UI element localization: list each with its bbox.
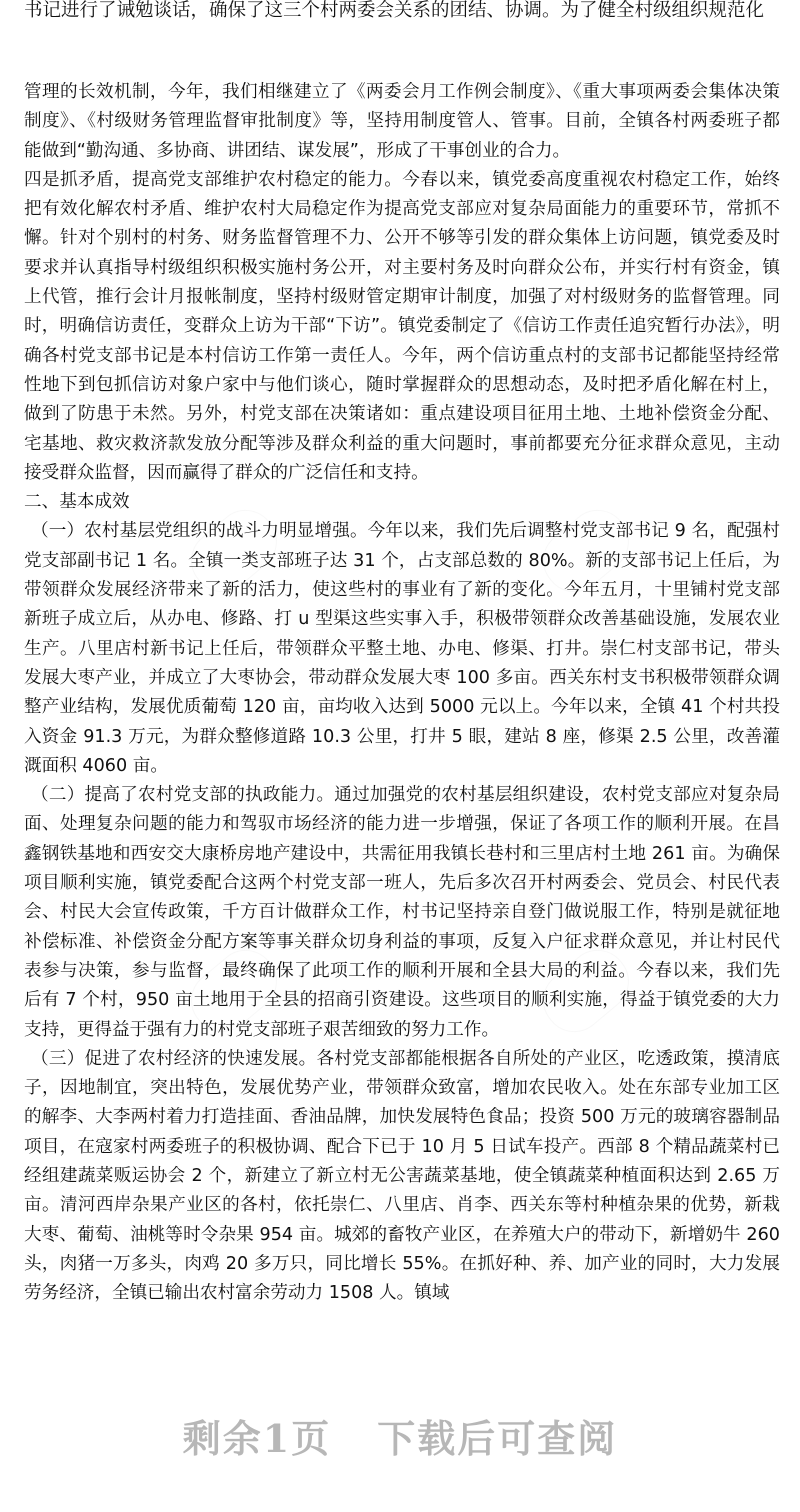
paragraph-point-four: 四是抓矛盾，提高党支部维护农村稳定的能力。今春以来，镇党委高度重视农村稳定工作，始终把有效化解农村矛盾、维护农村大局稳定作为提高党支部应对复杂局面能力的重要环节，常抓不懈。针对个别村的村务、财务监督管理不力、公开不够等引发的群众集体上访问题，镇党委及时要求并认真指导村级组织积极实施村务公开，对主要村务及时向群众公布，并实行村有资金，镇上代管，推行会计月报帐制度，坚持村级财管定期审计制度，加强了对村级财务的监督管理。同时，明确信访责任，变群众上访为干部“下访”。镇党委制定了《信访工作责任追究暂行办法》，明确各村党支部书记是本村信访工作第一责任人。今年，两个信访重点村的支部书记都能坚持经常性地下到包抓信访对象户家中与他们谈心，随时掌握群众的思想动态，及时把矛盾化解在村上，做到了防患于未然。另外，村党支部在决策诸如：重点建设项目征用土地、土地补偿资金分配、宅基地、救灾救济款发放分配等涉及群众利益的重大问题时，事前都要充分征求群众意见，主动接受群众监督，因而赢得了群众的广泛信任和支持。 xyxy=(24,169,780,483)
download-to-view-label: 下载后可查阅 xyxy=(377,1416,618,1461)
download-prompt[interactable] xyxy=(0,1408,800,1463)
page-top-cut-line: 书记进行了诫勉谈话，确保了这三个村两委会关系的团结、协调。为了健全村级组织规范化 xyxy=(24,0,765,21)
remaining-pages-label: 剩余1页 xyxy=(182,1416,332,1461)
document-body xyxy=(24,78,780,1308)
paragraph-result-one: （一）农村基层党组织的战斗力明显增强。今年以来，我们先后调整村党支部书记 9 名，配强村党支部副书记 1 名。全镇一类支部班子达 31 个，占支部总数的 80%。新的支部书记上任后，为带领群众发展经济带来了新的活力，使这些村的事业有了新的变化。今年五月，十里铺村党支部新班子成立后，从办电、修路、打 u 型渠这些实事入手，积极带领群众改善基础设施，发展农业生产。八里店村新书记上任后，带领群众平整土地、办电、修渠、打井。崇仁村支部书记，带头发展大枣产业，并成立了大枣协会，带动群众发展大枣 100 多亩。西关东村支书积极带领群众调整产业结构，发展优质葡萄 120 亩，亩均收入达到 5000 元以上。今年以来，全镇 41 个村共投入资金 91.3 万元，为群众整修道路 10.3 公里，打井 5 眼，建站 8 座，修渠 2.5 公里，改善灌溉面积 4060 亩。 xyxy=(24,521,780,776)
paragraph-result-two: （二）提高了农村党支部的执政能力。通过加强党的农村基层组织建设，农村党支部应对复杂局面、处理复杂问题的能力和驾驭市场经济的能力进一步增强，保证了各项工作的顺利开展。在昌鑫钢铁基地和西安交大康桥房地产建设中，共需征用我镇长巷村和三里店村土地 261 亩。为确保项目顺利实施，镇党委配合这两个村党支部一班人，先后多次召开村两委会、党员会、村民代表会、村民大会宣传政策，千方百计做群众工作，村书记坚持亲自登门做说服工作，特别是就征地补偿标准、补偿资金分配方案等事关群众切身利益的事项，反复入户征求群众意见，并让村民代表参与决策，参与监督，最终确保了此项工作的顺利开展和全县大局的利益。今春以来，我们先后有 7 个村，950 亩土地用于全县的招商引资建设。这些项目的顺利实施，得益于镇党委的大力支持，更得益于强有力的村党支部班子艰苦细致的努力工作。 xyxy=(24,785,780,1040)
paragraph-management-mechanism: 管理的长效机制，今年，我们相继建立了《两委会月工作例会制度》、《重大事项两委会集体决策制度》、《村级财务管理监督审批制度》等，坚持用制度管人、管事。目前，全镇各村两委班子都能做到“勤沟通、多协商、讲团结、谋发展”，形成了干事创业的合力。 xyxy=(24,82,780,161)
section-heading: 二、基本成效 xyxy=(24,492,130,513)
paragraph-result-three: （三）促进了农村经济的快速发展。各村党支部都能根据各自所处的产业区，吃透政策，摸清底子，因地制宜，突出特色，发展优势产业，带领群众致富，增加农民收入。处在东部专业加工区的解李、大李两村着力打造挂面、香油品牌，加快发展特色食品；投资 500 万元的玻璃容器制品项目，在寇家村两委班子的积极协调、配合下已于 10 月 5 日试车投产。西部 8 个精品蔬菜村已经组建蔬菜贩运协会 2 个，新建立了新立村无公害蔬菜基地，使全镇蔬菜种植面积达到 2.65 万亩。清河西岸杂果产业区的各村，依托崇仁、八里店、肖李、西关东等村种植杂果的优势，新栽大枣、葡萄、油桃等时令杂果 954 亩。城郊的畜牧产业区，在养殖大户的带动下，新增奶牛 260 头，肉猪一万多头，肉鸡 20 多万只，同比增长 55%。在抓好种、养、加产业的同时，大力发展劳务经济，全镇已输出农村富余劳动力 1508 人。镇域 xyxy=(24,1048,780,1304)
